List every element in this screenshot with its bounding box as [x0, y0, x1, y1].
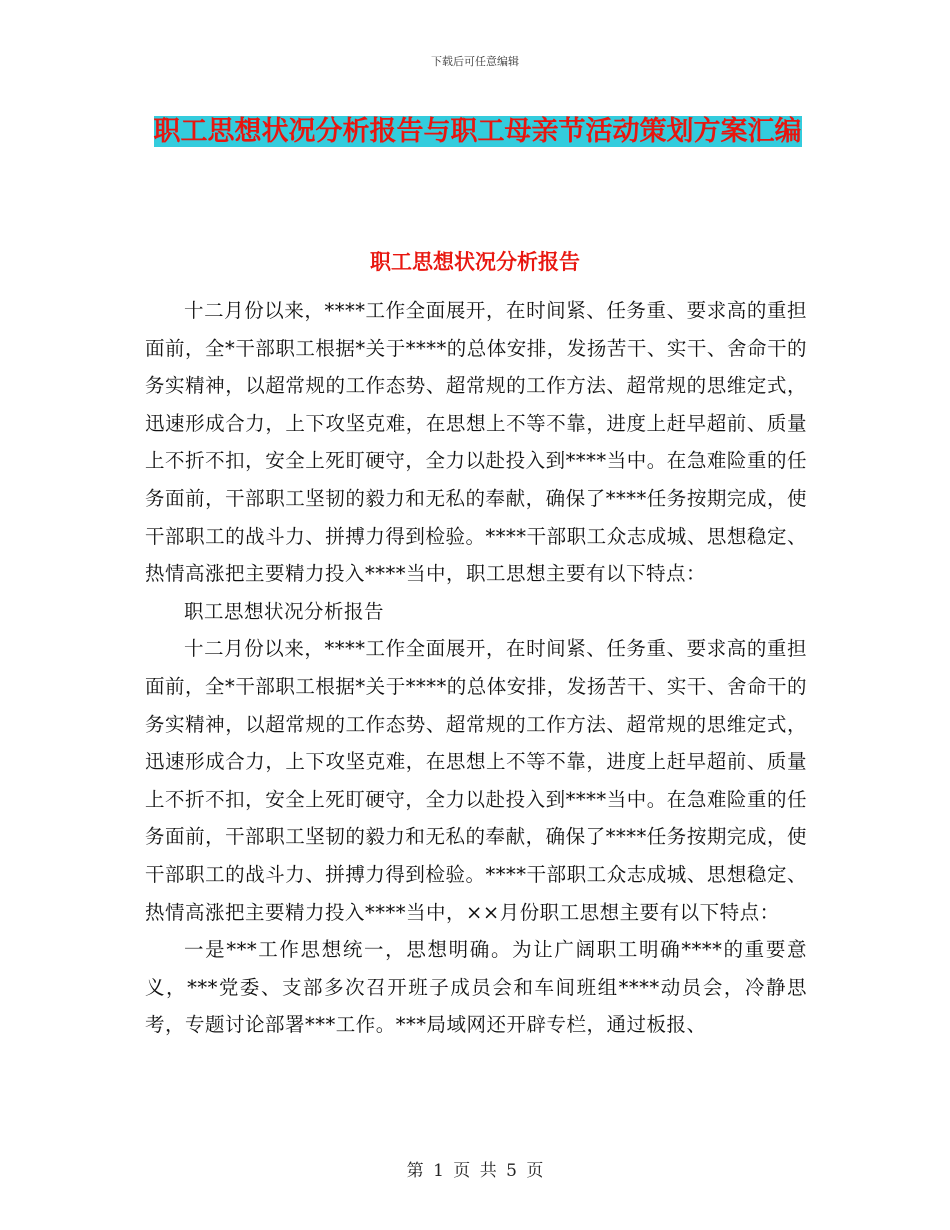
paragraph: 十二月份以来，****工作全面展开，在时间紧、任务重、要求高的重担面前，全*干部职工根据*关于****的总体安排，发扬苦干、实干、舍命干的务实精神，以超常规的工作态势、超常规的工作方法、超常规的思维定式，迅速形成合力，上下攻坚克难，在思想上不等不靠，进度上赶早超前、质量上不折不扣，安全上死盯硬守，全力以赴投入到****当中。在急难险重的任务面前，干部职工坚韧的毅力和无私的奉献，确保了****任务按期完成，使干部职工的战斗力、拼搏力得到检验。****干部职工众志成城、思想稳定、热情高涨把主要精力投入****当中，××月份职工思想主要有以下特点： — [145, 637, 807, 924]
header-note: 下载后可任意编辑 — [431, 55, 519, 68]
document-title-text: 职工思想状况分析报告与职工母亲节活动策划方案汇编 — [153, 116, 802, 147]
document-title — [145, 110, 810, 154]
section-title: 职工思想状况分析报告 — [370, 249, 580, 274]
page-footer: 第 1 页 共 5 页 — [406, 1161, 544, 1181]
paragraph: 一是***工作思想统一，思想明确。为让广阔职工明确****的重要意义，***党委、支部多次召开班子成员会和车间班组****动员会，冷静思考，专题讨论部署***工作。***局域网还开辟专栏，通过板报、 — [145, 938, 807, 1037]
paragraph: 十二月份以来，****工作全面展开，在时间紧、任务重、要求高的重担面前，全*干部职工根据*关于****的总体安排，发扬苦干、实干、舍命干的务实精神，以超常规的工作态势、超常规的工作方法、超常规的思维定式，迅速形成合力，上下攻坚克难，在思想上不等不靠，进度上赶早超前、质量上不折不扣，安全上死盯硬守，全力以赴投入到****当中。在急难险重的任务面前，干部职工坚韧的毅力和无私的奉献，确保了****任务按期完成，使干部职工的战斗力、拼搏力得到检验。****干部职工众志成城、思想稳定、热情高涨把主要精力投入****当中，职工思想主要有以下特点： — [145, 299, 807, 586]
body-text — [145, 292, 807, 1044]
paragraph: 职工思想状况分析报告 — [184, 599, 385, 623]
